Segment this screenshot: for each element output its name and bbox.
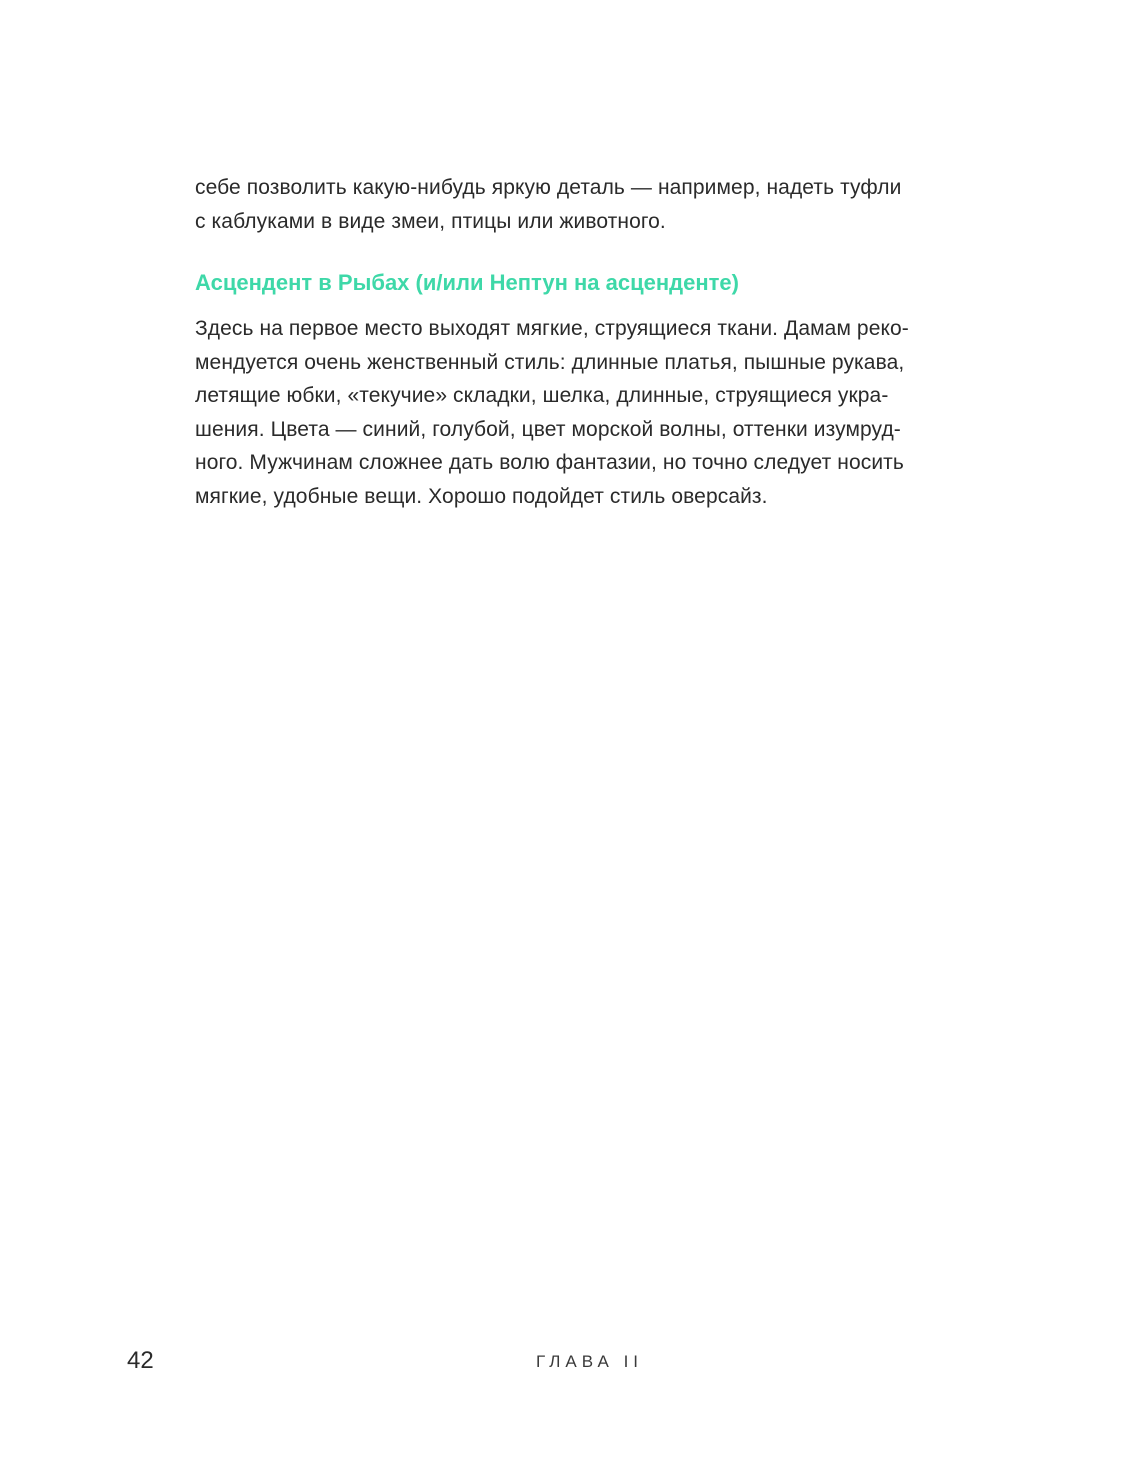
paragraph-line: мендуется очень женственный стиль: длинные платья, пышные рукава, [195,350,905,374]
running-chapter-header: ГЛАВА II [536,1352,644,1371]
section-paragraph [195,312,995,513]
paragraph-line: ного. Мужчинам сложнее дать волю фантазии, но точно следует носить [195,451,904,474]
continuation-line: с каблуками в виде змеи, птицы или животного. [195,209,666,233]
paragraph-line: шения. Цвета — синий, голубой, цвет морской волны, оттенки изумруд- [195,417,901,441]
continuation-paragraph [195,171,995,238]
continuation-line: себе позволить какую-нибудь яркую деталь — например, надеть туфли [195,176,902,199]
page-number: 42 [127,1347,154,1374]
paragraph-line: летящие юбки, «текучие» складки, шелка, длинные, струящиеся укра- [195,384,889,407]
section-heading: Асцендент в Рыбах (и/или Нептун на асценденте) [195,270,739,295]
paragraph-line: Здесь на первое место выходят мягкие, струящиеся ткани. Дамам реко- [195,317,909,340]
paragraph-line: мягкие, удобные вещи. Хорошо подойдет стиль оверсайз. [195,484,768,508]
